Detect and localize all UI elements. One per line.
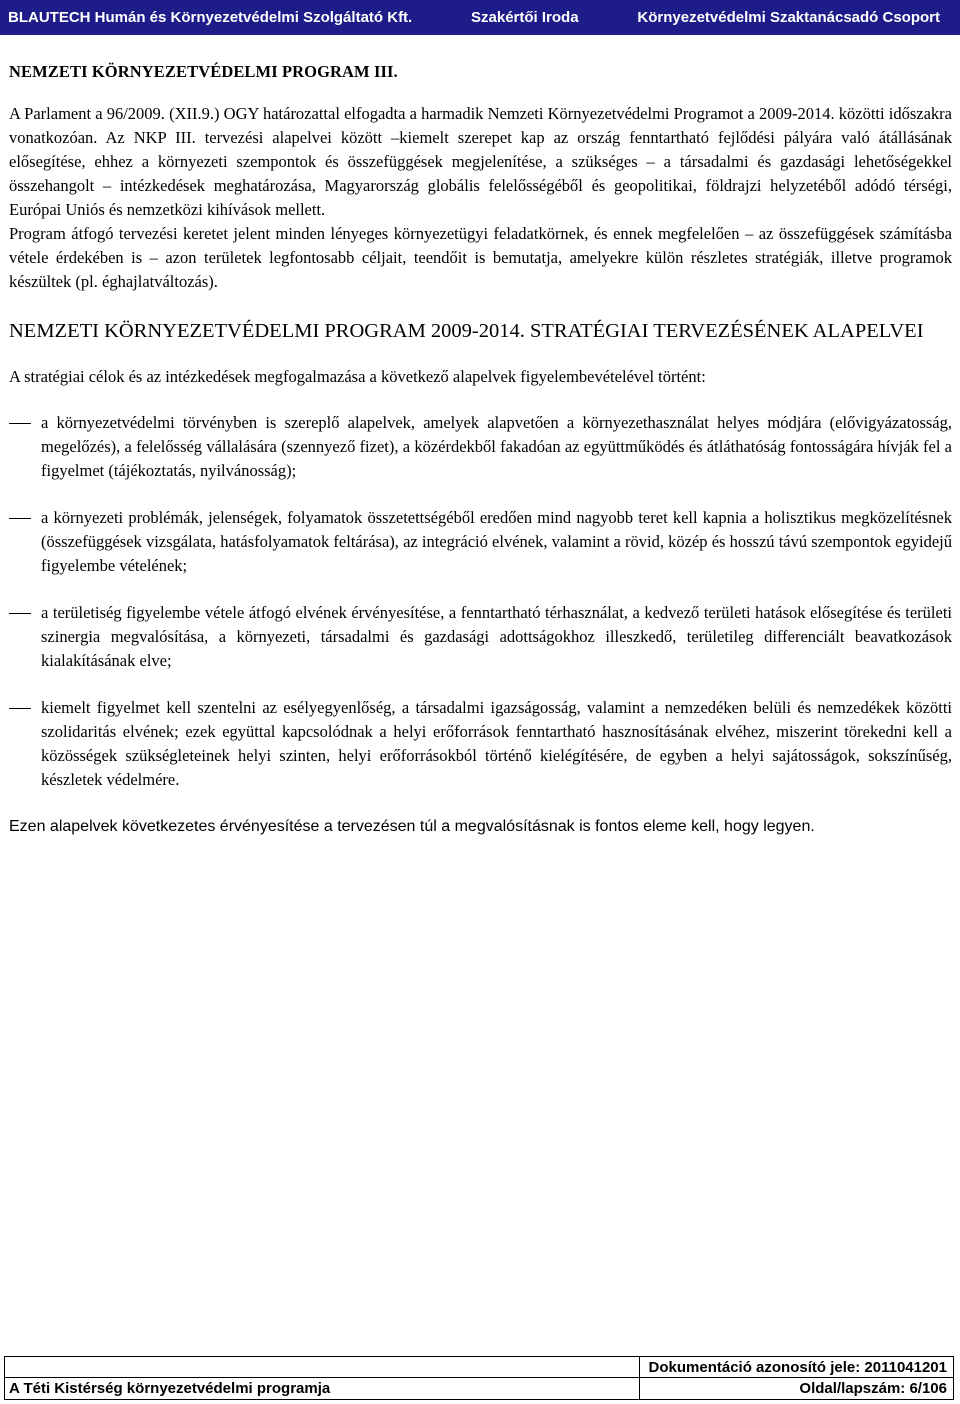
principles-intro: A stratégiai célok és az intézkedések megfogalmazása a következő alapelvek figyelembevételével történt: [9,367,706,386]
list-item [9,506,952,578]
program-title: NEMZETI KÖRNYEZETVÉDELMI PROGRAM III. [9,62,398,81]
header-consulting-group: Környezetvédelmi Szaktanácsadó Csoport [637,9,940,26]
paragraph-parliament: A Parlament a 96/2009. (XII.9.) OGY határozattal elfogadta a harmadik Nemzeti Környezetvédelmi Programot a 2009-2014. közötti időszakra vonatkozóan. Az NKP III. tervezési alapelvei között ‒kiemelt szerepet kap az ország fenntartható fejlődési pályára való átállásának elősegítése, ehhez a környezeti szempontok és összefüggések megjelenítése, a szükséges ‒ a társadalmi és gazdasági lehetőségekkel összehangolt ‒ intézkedések meghatározása, Magyarország globális felelősségéből és geopolitikai, földrajzi helyzetéből adódó térségi, Európai Uniós és nemzetközi kihívások mellett. [9,104,952,219]
principles-list [9,411,952,792]
footer-empty-cell [5,1357,640,1377]
principle-text: a környezeti problémák, jelenségek, folyamatok összetettségéből eredően mind nagyobb teret kell kapnia a holisztikus megközelítésnek (összefüggések vizsgálata, hatásfolyamatok feltárása), az integráció elvének, valamint a rövid, közép és hosszú távú szempontok egyidejű figyelembe vételének; [41,508,952,575]
list-item [9,411,952,483]
page-header-bar [0,0,960,35]
closing-paragraph: Ezen alapelvek következetes érvényesítése a tervezésen túl a megvalósításnak is fontos eleme kell, hogy legyen. [9,818,815,835]
footer-row-id [5,1357,953,1378]
paragraph-program-framework: Program átfogó tervezési keretet jelent minden lényeges környezetügyi feladatkörnek, és ennek megfelelően ‒ az összefüggések számításba vétele érdekében is ‒ azon területek legfontosabb céljait, teendőit is bemutatja, amelyekre külön részletes stratégiák, illetve programok készültek (pl. éghajlatváltozás). [9,224,952,291]
footer-page-info: Oldal/lapszám: 6/106 [799,1380,947,1397]
footer-row-title [5,1378,953,1399]
footer-document-id: Dokumentáció azonosító jele: 2011041201 [648,1359,947,1376]
list-item [9,696,952,792]
list-item [9,601,952,673]
principle-text: a területiség figyelembe vétele átfogó elvének érvényesítése, a fenntartható térhasználat, a kedvező területi hatások elősegítése és területi szinergia megvalósítása, a környezeti, társadalmi és gazdasági adottságokhoz illeszkedő, területileg differenciált beavatkozások kialakításának elve; [41,603,952,670]
strategy-heading: NEMZETI KÖRNYEZETVÉDELMI PROGRAM 2009-2014. STRATÉGIAI TERVEZÉSÉNEK ALAPELVEI [9,320,924,342]
footer-title-cell [5,1378,640,1399]
page-footer [4,1356,954,1400]
principle-text: kiemelt figyelmet kell szentelni az esélyegyenlőség, a társadalmi igazságosság, valamint a nemzedéken belüli és nemzedékek közötti szolidaritás elvének; ezek együttal kapcsolódnak a helyi erőforrások fenntartható hasznosításának elvéhez, miszerint törekedni kell a közösségek szükségleteinek helyi szinten, helyi erőforrásokból történő kielégítésére, de egyben a helyi sajátosságok, sokszínűség, készletek védelmére. [41,698,952,789]
principle-text: a környezetvédelmi törvényben is szereplő alapelvek, amelyek alapvetően a környezethasználat helyes módjára (elővigyázatosság, megelőzés), a felelősség vállalására (szennyező fizet), a közérdekből fakadóan az együttműködés és átláthatóság fontosságára hívják fel a figyelmet (tájékoztatás, nyilvánosság); [41,413,952,480]
header-expert-office: Szakértői Iroda [471,9,579,26]
header-company-name: BLAUTECH Humán és Környezetvédelmi Szolgáltató Kft. [8,9,413,26]
document-body [9,52,952,839]
footer-document-title: A Téti Kistérség környezetvédelmi programja [9,1380,331,1397]
